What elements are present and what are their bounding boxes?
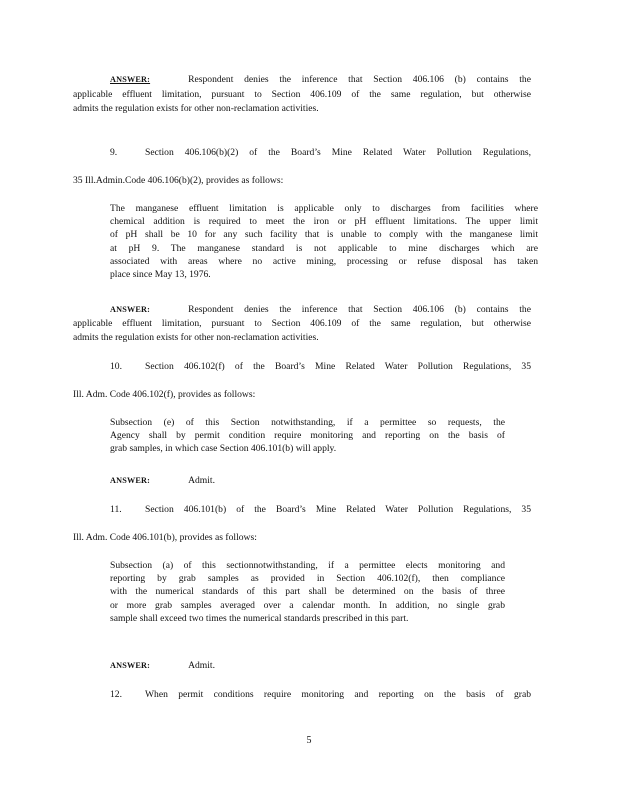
answer-label: ANSWER:	[110, 661, 151, 670]
answer-text: Admit.	[188, 475, 215, 486]
answer-paragraph-line	[110, 659, 215, 673]
item-number: 9.	[110, 147, 118, 158]
answer-paragraph-line: admits the regulation exists for other non-reclamation activities.	[73, 103, 319, 114]
quote-line: associated with areas where no active mining, processing or refuse disposal has taken	[110, 255, 538, 267]
quote-line: or more grab samples averaged over a calendar month. In addition, no single grab	[110, 599, 505, 611]
answer-label: ANSWER:	[110, 75, 151, 84]
quote-line: place since May 13, 1976.	[110, 269, 211, 281]
answer-paragraph-line	[110, 303, 531, 317]
quote-line: Subsection (e) of this Section notwithstanding, if a permittee so requests, the	[110, 417, 505, 428]
page-number: 5	[306, 735, 312, 746]
answer-label: ANSWER:	[110, 305, 151, 314]
quote-line: grab samples, in which case Section 406.101(b) will apply.	[110, 443, 337, 455]
regulation-quote	[110, 559, 505, 625]
item-text: Section 406.101(b) of the Board’s Mine Related Water Pollution Regulations, 35	[145, 504, 531, 515]
item-number: 10.	[110, 361, 122, 372]
quote-line: The manganese effluent limitation is applicable only to discharges from facilities where	[110, 203, 538, 214]
item-text: 35 Ill.Admin.Code 406.106(b)(2), provides as follows:	[73, 175, 284, 186]
answer-paragraph-line	[110, 474, 215, 488]
quote-line: reporting by grab samples as provided in Section 406.102(f), then compliance	[110, 573, 505, 585]
quote-line: at pH 9. The manganese standard is not applicable to mine discharges which are	[110, 242, 538, 254]
answer-paragraph-line: admits the regulation exists for other non-reclamation activities.	[73, 332, 319, 343]
quote-line: of pH shall be 10 for any such facility that is unable to comply with the manganese limit	[110, 229, 538, 241]
item-text: Section 406.106(b)(2) of the Board’s Mine Related Water Pollution Regulations,	[145, 147, 531, 158]
quote-line: with the numerical standards of this part shall be determined on the basis of three	[110, 586, 505, 598]
answer-paragraph-line: applicable effluent limitation, pursuant to Section 406.109 of the same regulation, but otherwise	[73, 318, 531, 329]
item-text: Ill. Adm. Code 406.102(f), provides as follows:	[73, 389, 256, 400]
answer-text: Respondent denies the inference that Section 406.106 (b) contains the	[188, 304, 531, 315]
quote-line: Agency shall by permit condition require monitoring and reporting on the basis of	[110, 430, 505, 442]
item-number: 11.	[110, 504, 122, 515]
item-number: 12.	[110, 689, 122, 700]
item-text: When permit conditions require monitoring and reporting on the basis of grab	[145, 689, 531, 700]
quote-line: chemical addition is required to meet the iron or pH effluent limitations. The upper limit	[110, 216, 538, 228]
answer-paragraph-line: applicable effluent limitation, pursuant to Section 406.109 of the same regulation, but otherwise	[73, 89, 531, 100]
answer-paragraph-line	[110, 73, 531, 87]
item-text: Ill. Adm. Code 406.101(b), provides as follows:	[73, 532, 257, 543]
quote-line: Subsection (a) of this sectionnotwithstanding, if a permittee elects monitoring and	[110, 560, 505, 571]
item-text: Section 406.102(f) of the Board’s Mine Related Water Pollution Regulations, 35	[145, 361, 531, 372]
quote-line: sample shall exceed two times the numerical standards prescribed in this part.	[110, 612, 409, 624]
answer-label: ANSWER:	[110, 476, 151, 485]
regulation-quote	[110, 416, 505, 456]
answer-text: Admit.	[188, 660, 215, 671]
regulation-quote	[110, 202, 538, 281]
answer-text: Respondent denies the inference that Section 406.106 (b) contains the	[188, 74, 531, 85]
